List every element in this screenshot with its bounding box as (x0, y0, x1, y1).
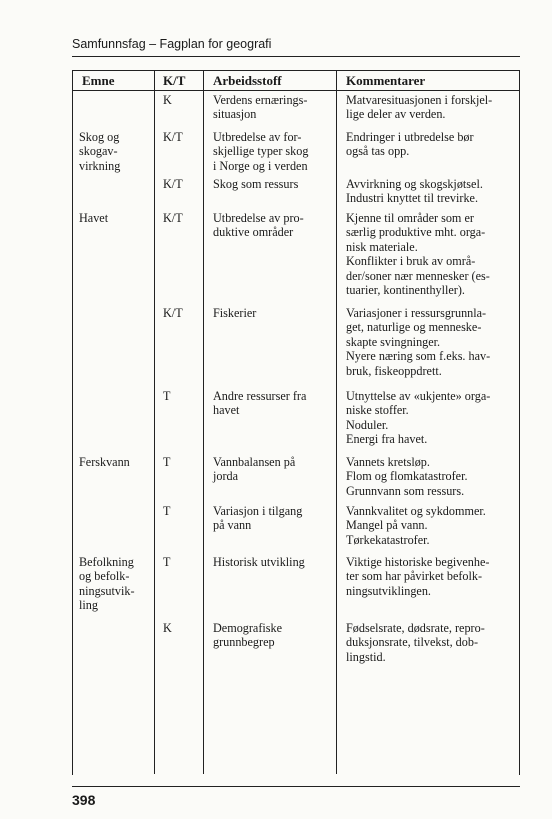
table-header-rule (72, 90, 520, 91)
column-header-kt: K/T (163, 73, 186, 88)
column-divider-1 (154, 70, 155, 774)
row-8-arbeidsstoff: Historisk utvikling (213, 555, 305, 569)
row-2-kt: K/T (163, 177, 183, 191)
page-number: 398 (72, 792, 96, 808)
row-1-kommentarer: Endringer i utbredelse bør også tas opp. (346, 130, 474, 159)
row-6-kommentarer: Vannets kretsløp. Flom og flomkatastrofer. Grunnvann som ressurs. (346, 455, 468, 498)
row-5-arbeidsstoff: Andre ressurser fra havet (213, 389, 307, 418)
column-divider-3 (336, 70, 337, 774)
row-2-kommentarer: Avvirkning og skogskjøtsel. Industri knyttet til trevirke. (346, 177, 483, 206)
column-divider-2 (203, 70, 204, 774)
row-4-arbeidsstoff: Fiskerier (213, 306, 257, 320)
row-4-kt: K/T (163, 306, 183, 320)
row-3-arbeidsstoff: Utbredelse av pro- duktive områder (213, 211, 304, 240)
row-1-emne: Skog og skogav- virkning (79, 130, 121, 173)
running-header: Samfunnsfag – Fagplan for geografi (72, 37, 272, 51)
column-header-kommentarer: Kommentarer (346, 73, 426, 88)
row-8-kommentarer: Viktige historiske begivenhe- ter som har påvirket befolk- ningsutviklingen. (346, 555, 490, 598)
row-3-emne: Havet (79, 211, 109, 225)
row-9-arbeidsstoff: Demografiske grunnbegrep (213, 621, 283, 650)
row-9-kt: K (163, 621, 172, 635)
row-0-arbeidsstoff: Verdens ernærings- situasjon (213, 93, 308, 122)
row-7-kommentarer: Vannkvalitet og sykdommer. Mangel på vann. Tørkekatastrofer. (346, 504, 486, 547)
row-6-arbeidsstoff: Vannbalansen på jorda (213, 455, 296, 484)
row-0-kt: K (163, 93, 172, 107)
row-1-kt: K/T (163, 130, 183, 144)
row-7-arbeidsstoff: Variasjon i tilgang på vann (213, 504, 303, 533)
row-6-kt: T (163, 455, 171, 469)
column-header-arbeidsstoff: Arbeidsstoff (213, 73, 282, 88)
row-5-kt: T (163, 389, 171, 403)
row-0-kommentarer: Matvaresituasjonen i forskjel- lige deler av verden. (346, 93, 493, 122)
row-5-kommentarer: Utnyttelse av «ukjente» orga- niske stoffer. Noduler. Energi fra havet. (346, 389, 491, 447)
row-7-kt: T (163, 504, 171, 518)
row-3-kt: K/T (163, 211, 183, 225)
footer-rule (72, 786, 520, 787)
row-2-arbeidsstoff: Skog som ressurs (213, 177, 299, 191)
row-4-kommentarer: Variasjoner i ressursgrunnla- get, naturlige og menneske- skapte svingninger. Nyere næring som f.eks. hav- bruk, fiskeoppdrett. (346, 306, 491, 378)
row-8-kt: T (163, 555, 171, 569)
row-9-kommentarer: Fødselsrate, dødsrate, repro- duksjonsrate, tilvekst, dob- lingstid. (346, 621, 485, 664)
row-6-emne: Ferskvann (79, 455, 130, 469)
column-header-emne: Emne (82, 73, 115, 88)
row-1-arbeidsstoff: Utbredelse av for- skjellige typer skog i Norge og i verden (213, 130, 309, 173)
row-8-emne: Befolkning og befolk- ningsutvik- ling (79, 555, 135, 613)
header-rule (72, 56, 520, 57)
row-3-kommentarer: Kjenne til områder som er særlig produktive mht. orga- nisk materiale. Konflikter i bruk av områ- der/soner nær mennesker (es- tuarier, kontinenthyller). (346, 211, 490, 298)
